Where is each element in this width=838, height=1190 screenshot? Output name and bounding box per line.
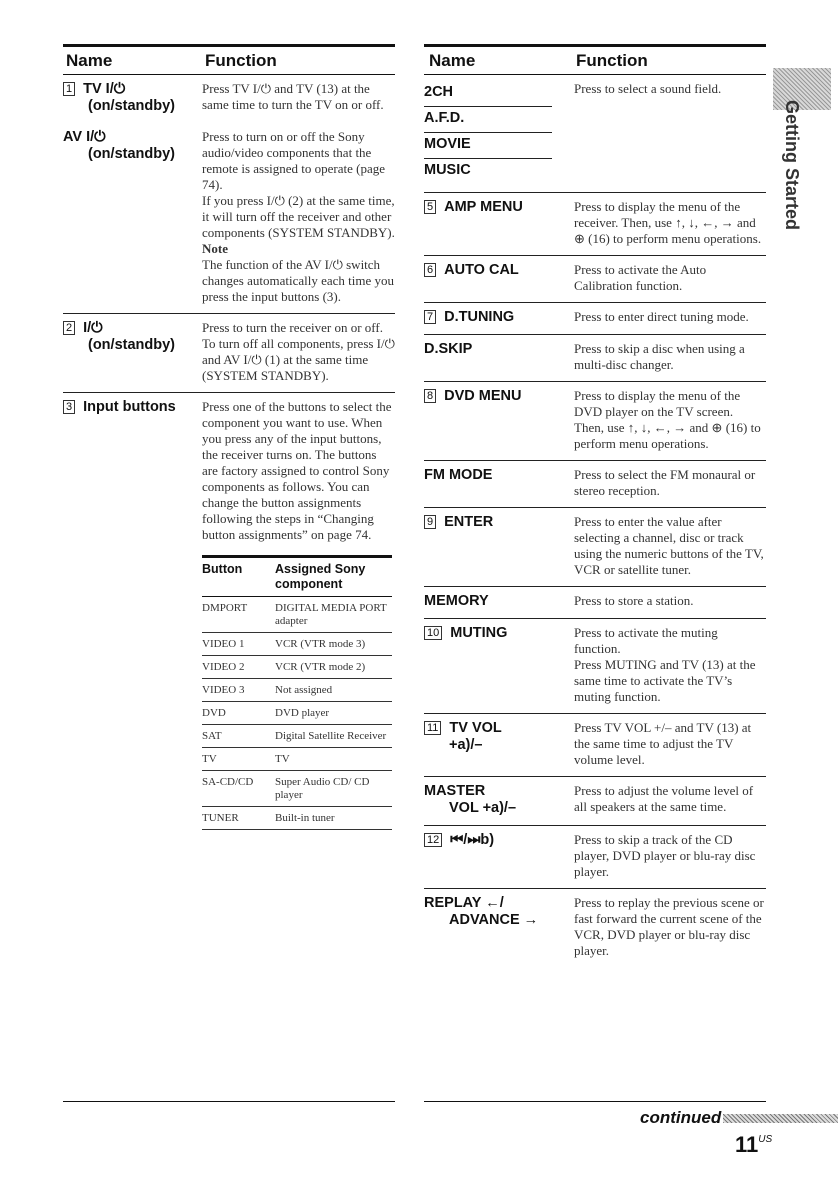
page-number bbox=[735, 1132, 772, 1158]
button-name bbox=[63, 98, 202, 115]
entry-function bbox=[574, 593, 766, 610]
subtable-button: VIDEO 1 bbox=[202, 638, 245, 650]
function-column-header: Function bbox=[576, 50, 648, 70]
entry-name bbox=[63, 129, 202, 305]
entry-name bbox=[424, 895, 574, 959]
subtable-header-component: Assigned Sony component bbox=[275, 562, 366, 591]
button-name-text: VOL +a)/– bbox=[449, 800, 517, 816]
button-name-text: ADVANCE → bbox=[449, 912, 539, 928]
function-text: Press to select the FM monaural or stereo reception. bbox=[574, 467, 756, 498]
function-text: Press to skip a track of the CD player, DVD player or blu-ray disc player. bbox=[574, 832, 756, 879]
subtable-row bbox=[202, 807, 392, 830]
entry-function bbox=[202, 81, 395, 115]
button-name-text: Input buttons bbox=[83, 399, 176, 415]
button-name bbox=[424, 895, 574, 912]
subtable-body bbox=[202, 597, 392, 830]
callout-number: 12 bbox=[424, 833, 442, 847]
function-entry bbox=[424, 587, 766, 619]
entry-function bbox=[574, 262, 766, 294]
function-column-header: Function bbox=[205, 50, 277, 70]
button-name-text: (on/standby) bbox=[88, 98, 175, 114]
button-name bbox=[424, 514, 574, 531]
entry-function bbox=[574, 625, 766, 705]
button-name-text: REPLAY ←/ bbox=[424, 895, 504, 911]
function-text: Press TV I/⏻ and TV (13) at the same time to turn the TV on or off. bbox=[202, 81, 384, 112]
note-text: The function of the AV I/⏻ switch changes automatically each time you press the input buttons (3). bbox=[202, 257, 395, 304]
button-name-text: (on/standby) bbox=[88, 146, 175, 162]
function-entry bbox=[424, 382, 766, 461]
entry-function bbox=[574, 341, 766, 373]
subtable-button: VIDEO 2 bbox=[202, 661, 245, 673]
subtable-component: DVD player bbox=[275, 707, 330, 719]
subtable-button: SA-CD/CD bbox=[202, 776, 254, 788]
button-name-text: AV I/⏻ bbox=[63, 129, 106, 145]
function-text: Press to adjust the volume level of all speakers at the same time. bbox=[574, 783, 754, 814]
entry-function bbox=[574, 388, 766, 452]
button-name-text: MEMORY bbox=[424, 593, 489, 609]
button-name bbox=[424, 737, 574, 754]
entry-function bbox=[574, 783, 766, 817]
subtable-component: VCR (VTR mode 3) bbox=[275, 638, 366, 650]
subtable-button: DMPORT bbox=[202, 602, 248, 614]
button-name bbox=[63, 81, 202, 98]
function-text: Press to enter direct tuning mode. bbox=[574, 309, 749, 324]
function-entry bbox=[63, 123, 395, 314]
function-entry bbox=[424, 75, 766, 193]
button-name bbox=[63, 337, 202, 354]
entry-name bbox=[424, 199, 574, 247]
subtable-component: VCR (VTR mode 2) bbox=[275, 661, 366, 673]
button-name: 2CH bbox=[424, 81, 552, 107]
function-text: Press to skip a disc when using a multi-disc changer. bbox=[574, 341, 745, 372]
button-name bbox=[424, 593, 574, 610]
function-entry bbox=[424, 619, 766, 714]
subtable-component: Super Audio CD/ CD player bbox=[275, 776, 370, 801]
button-name-text: D.SKIP bbox=[424, 341, 473, 357]
callout-number: 9 bbox=[424, 515, 436, 529]
button-name bbox=[63, 146, 202, 163]
callout-number: 5 bbox=[424, 200, 436, 214]
button-name-text: FM MODE bbox=[424, 467, 493, 483]
button-name bbox=[424, 832, 574, 849]
callout-number: 2 bbox=[63, 321, 75, 335]
button-name-text: TV VOL bbox=[449, 720, 502, 736]
button-name: MUSIC bbox=[424, 162, 471, 178]
subtable-button: TUNER bbox=[202, 812, 239, 824]
button-name-text: MUTING bbox=[450, 625, 508, 641]
function-text: If you press I/⏻ (2) at the same time, it will turn off the receiver and other components (SYSTEM STANDBY). bbox=[202, 193, 395, 240]
subtable-button: DVD bbox=[202, 707, 226, 719]
function-entry bbox=[424, 826, 766, 889]
button-name-text: TV I/⏻ bbox=[83, 81, 126, 97]
page-number-suffix: US bbox=[758, 1134, 773, 1145]
button-name bbox=[424, 309, 574, 326]
button-name bbox=[424, 199, 574, 216]
entry-name bbox=[424, 593, 574, 610]
entry-name bbox=[63, 399, 202, 543]
left-column bbox=[63, 44, 395, 830]
button-name-text: AUTO CAL bbox=[444, 262, 519, 278]
button-name-text: (on/standby) bbox=[88, 337, 175, 353]
continued-bar bbox=[723, 1114, 838, 1123]
function-entry bbox=[424, 714, 766, 777]
callout-number: 3 bbox=[63, 400, 75, 414]
section-tab-label: Getting Started bbox=[782, 100, 802, 231]
function-text: Press to turn the receiver on or off. bbox=[202, 320, 383, 335]
callout-number: 11 bbox=[424, 721, 441, 735]
entry-name bbox=[424, 514, 574, 578]
entry-function bbox=[574, 309, 766, 326]
button-name bbox=[424, 467, 574, 484]
subtable-component: Not assigned bbox=[275, 684, 333, 696]
subtable-row bbox=[202, 748, 392, 771]
subtable-row bbox=[202, 771, 392, 807]
callout-number: 6 bbox=[424, 263, 436, 277]
function-text: Press one of the buttons to select the component you want to use. When you press any of the input buttons, the receiver turns on. The buttons are factory assigned to control Sony components as follows. You can change the button assignments following the steps in “Changing button assignments” on page 74. bbox=[202, 399, 392, 542]
entry-name bbox=[424, 832, 574, 880]
entry-function bbox=[574, 467, 766, 499]
entry-function bbox=[202, 399, 395, 543]
subtable-row bbox=[202, 656, 392, 679]
subtable-row bbox=[202, 679, 392, 702]
subtable-component: Built-in tuner bbox=[275, 812, 335, 824]
button-name: MOVIE bbox=[424, 133, 552, 159]
name-column-header: Name bbox=[429, 50, 476, 70]
entry-name bbox=[63, 320, 202, 384]
subtable-component: TV bbox=[275, 753, 290, 765]
entry-name bbox=[424, 388, 574, 452]
page-number-value: 11 bbox=[735, 1132, 759, 1157]
function-entry bbox=[424, 508, 766, 587]
function-entry bbox=[424, 193, 766, 256]
subtable-component: DIGITAL MEDIA PORT adapter bbox=[275, 602, 387, 627]
function-text: Press to display the menu of the DVD player on the TV screen. Then, use ↑, ↓, ←, → and ⊕ (16) to perform menu operations. bbox=[574, 388, 761, 451]
button-name-text: D.TUNING bbox=[444, 309, 515, 325]
function-entry bbox=[63, 393, 395, 551]
continued-marker bbox=[640, 1108, 838, 1128]
function-entry bbox=[424, 461, 766, 508]
button-name bbox=[63, 129, 202, 146]
button-name bbox=[424, 625, 574, 642]
entry-name bbox=[424, 467, 574, 499]
name-column-header: Name bbox=[66, 50, 113, 70]
callout-number: 1 bbox=[63, 82, 75, 96]
entry-function bbox=[574, 720, 766, 768]
entry-function bbox=[574, 832, 766, 880]
subtable-row bbox=[202, 633, 392, 656]
function-entry bbox=[424, 889, 766, 967]
button-name bbox=[63, 320, 202, 337]
callout-number: 7 bbox=[424, 310, 436, 324]
subtable-row bbox=[202, 725, 392, 748]
button-name-text: MASTER bbox=[424, 783, 486, 799]
right-column bbox=[424, 44, 766, 967]
function-entry bbox=[63, 314, 395, 393]
button-name-text: AMP MENU bbox=[444, 199, 523, 215]
entry-name bbox=[424, 625, 574, 705]
button-name-text: ⏮/⏭b) bbox=[450, 832, 495, 848]
function-text: Press to store a station. bbox=[574, 593, 694, 608]
left-entries bbox=[63, 75, 395, 551]
entry-function bbox=[202, 320, 395, 384]
entry-name bbox=[424, 309, 574, 326]
function-text: To turn off all components, press I/⏻ and AV I/⏻ (1) at the same time (SYSTEM STANDBY). bbox=[202, 336, 395, 383]
subtable-header-button: Button bbox=[202, 562, 243, 576]
function-text: Press to activate the Auto Calibration function. bbox=[574, 262, 707, 293]
entry-function bbox=[202, 129, 395, 305]
right-table-header bbox=[424, 44, 766, 75]
right-entries bbox=[424, 75, 766, 967]
function-text: Press to select a sound field. bbox=[574, 81, 722, 96]
callout-number: 8 bbox=[424, 389, 436, 403]
subtable-row bbox=[202, 702, 392, 725]
entry-function bbox=[574, 514, 766, 578]
entry-function bbox=[574, 199, 766, 247]
button-name: A.F.D. bbox=[424, 107, 552, 133]
entry-name bbox=[424, 720, 574, 768]
function-text: Press to turn on or off the Sony audio/video components that the remote is assigned to operate (page 74). bbox=[202, 129, 386, 192]
button-name bbox=[424, 388, 574, 405]
function-entry bbox=[424, 335, 766, 382]
entry-name bbox=[424, 783, 574, 817]
button-name bbox=[424, 800, 574, 817]
subtable-button: SAT bbox=[202, 730, 222, 742]
function-text: Press MUTING and TV (13) at the same time to activate the TV’s muting function. bbox=[574, 657, 756, 704]
button-name-text: +a)/– bbox=[449, 737, 483, 753]
note-heading: Note bbox=[202, 241, 228, 256]
function-text: Press to replay the previous scene or fast forward the current scene of the VCR, DVD player or blu-ray disc player. bbox=[574, 895, 764, 958]
left-table-header bbox=[63, 44, 395, 75]
button-name bbox=[424, 262, 574, 279]
entry-name bbox=[424, 341, 574, 373]
subtable-header bbox=[202, 555, 392, 597]
function-entry bbox=[63, 75, 395, 123]
function-entry bbox=[424, 777, 766, 826]
function-text: Press to enter the value after selecting a channel, disc or track using the numeric buttons of the TV, VCR or satellite tuner. bbox=[574, 514, 764, 577]
entry-name bbox=[424, 262, 574, 294]
button-name-text: ENTER bbox=[444, 514, 494, 530]
button-name bbox=[424, 912, 574, 929]
callout-number: 10 bbox=[424, 626, 442, 640]
entry-name bbox=[424, 81, 574, 184]
button-name-text: DVD MENU bbox=[444, 388, 522, 404]
subtable-button: TV bbox=[202, 753, 217, 765]
entry-name bbox=[63, 81, 202, 115]
function-text: Press to display the menu of the receiver. Then, use ↑, ↓, ←, → and ⊕ (16) to perform menu operations. bbox=[574, 199, 762, 246]
subtable-component: Digital Satellite Receiver bbox=[275, 730, 387, 742]
button-name bbox=[424, 720, 574, 737]
subtable-button: VIDEO 3 bbox=[202, 684, 245, 696]
button-name-text: I/⏻ bbox=[83, 320, 103, 336]
function-text: Press to activate the muting function. bbox=[574, 625, 718, 656]
button-assignment-table bbox=[202, 555, 392, 830]
entry-function bbox=[574, 81, 766, 184]
right-bottom-rule bbox=[424, 1101, 766, 1102]
function-text: Press TV VOL +/– and TV (13) at the same time to adjust the TV volume level. bbox=[574, 720, 752, 767]
subtable-row bbox=[202, 597, 392, 633]
button-name bbox=[424, 783, 574, 800]
button-name bbox=[63, 399, 202, 416]
button-name bbox=[424, 341, 574, 358]
function-entry bbox=[424, 256, 766, 303]
entry-function bbox=[574, 895, 766, 959]
continued-label: continued bbox=[640, 1108, 722, 1127]
left-bottom-rule bbox=[63, 1101, 395, 1102]
function-entry bbox=[424, 303, 766, 335]
